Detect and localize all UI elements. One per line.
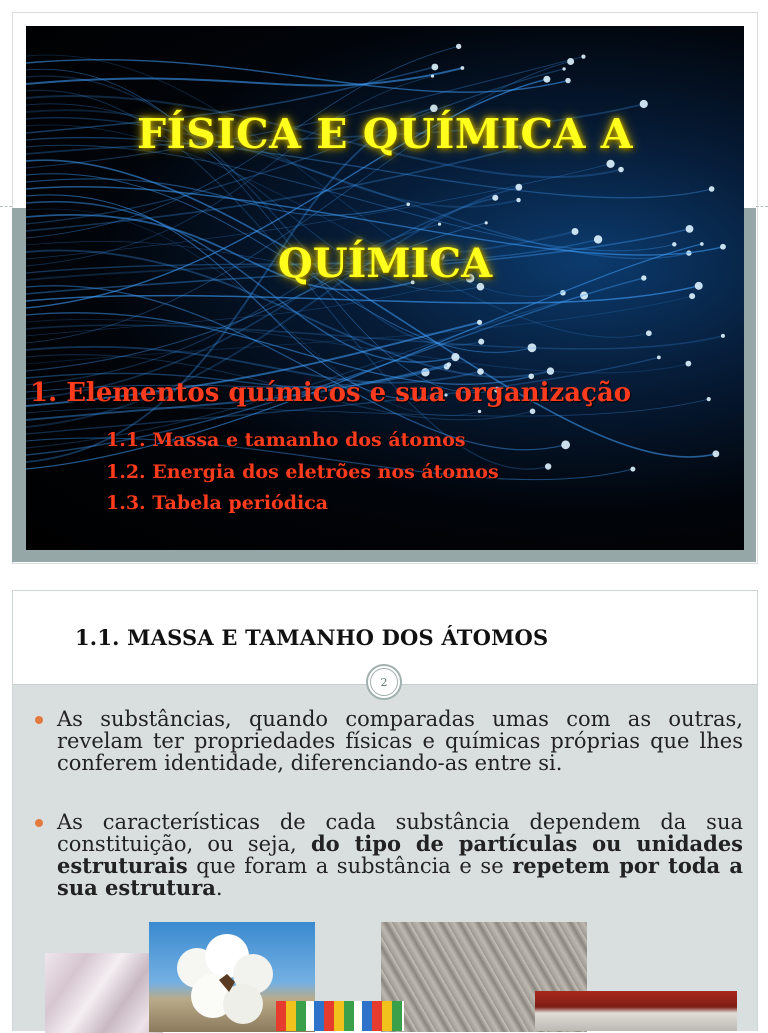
slide-divider-right (756, 206, 768, 207)
bullet-text: que foram a substância e se (187, 854, 513, 878)
slide-2-frame (12, 590, 758, 1031)
salt-image (535, 991, 737, 1031)
subject-title: QUÍMICA (277, 240, 493, 287)
bullet-emphasis: repetem por toda a sua estrutura (57, 853, 743, 900)
bullet-paragraph (57, 811, 743, 899)
chapter-heading: 1. Elementos químicos e sua organização (30, 378, 632, 408)
slide-title: 1.1. MASSA E TAMANHO DOS ÁTOMOS (75, 625, 549, 650)
slide-divider-left (0, 206, 12, 207)
bullet-text: . (215, 876, 223, 900)
bullet-icon (35, 716, 43, 724)
bullet-emphasis: do tipo de partículas ou unidades estruturais (57, 831, 743, 878)
page-number-badge (366, 664, 402, 700)
subsection-item: 1.2. Energia dos eletrões nos átomos (106, 461, 499, 483)
subsection-item: 1.1. Massa e tamanho dos átomos (106, 429, 466, 451)
bullet-text: As características de cada substância dependem da sua constituição, ou seja, (57, 810, 743, 856)
main-title: FÍSICA E QUÍMICA A (136, 110, 634, 158)
fiber-optic-image (26, 26, 744, 550)
bullet-paragraph (57, 708, 743, 774)
bullet-text: As substâncias, quando comparadas umas com as outras, revelam ter propriedades físicas e químicas próprias que lhes conferem identidade, diferenciando-as entre si. (57, 707, 743, 775)
silk-fabric-image (45, 953, 163, 1033)
bullet-icon (35, 819, 43, 827)
subsection-item: 1.3. Tabela periódica (106, 492, 329, 514)
page-number: 2 (370, 668, 398, 696)
pills-image (276, 1001, 404, 1031)
